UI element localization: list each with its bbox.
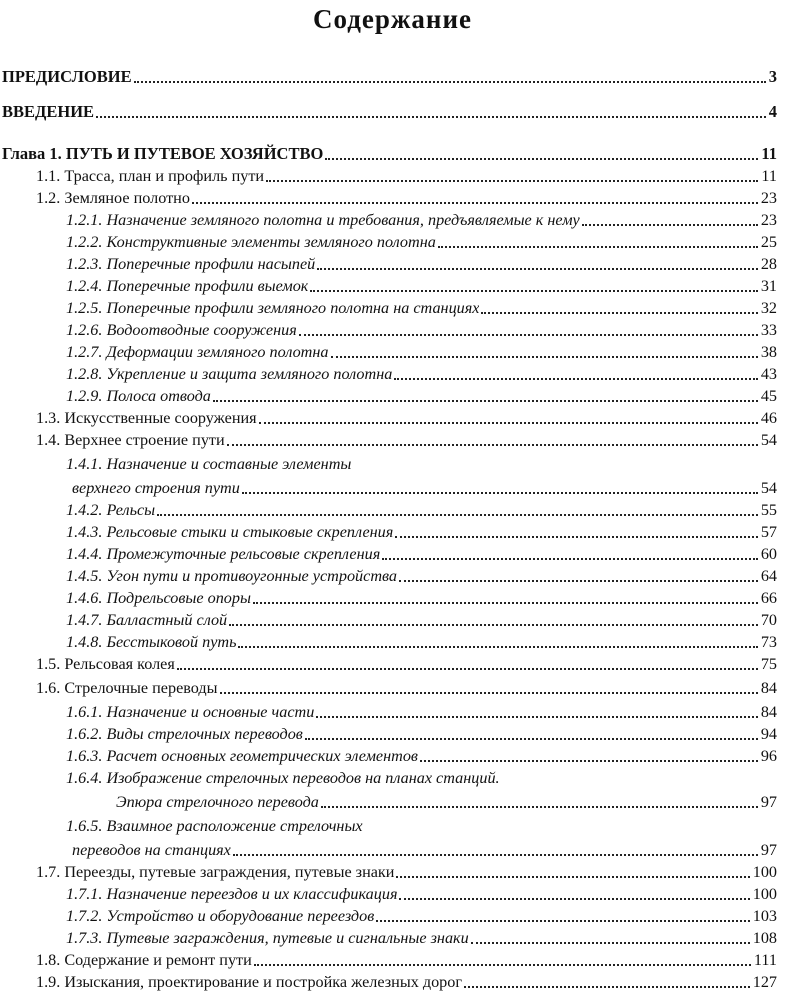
toc-entry-page: 108 [752,929,777,947]
toc-entry-label: 1.4.3. Рельсовые стыки и стыковые скрепления [66,523,394,541]
toc-entry[interactable] [0,521,777,543]
dot-leader [331,355,758,358]
toc-entry-page: 84 [760,703,777,721]
toc-entry-label: ВВЕДЕНИЕ [2,102,95,121]
toc-entry-page: 97 [760,793,777,811]
dot-leader [157,513,758,516]
toc-entry-label: 1.6.1. Назначение и основные части [66,703,315,721]
toc-entry-label: 1.7.1. Назначение переездов и их классификация [66,885,398,903]
toc-entry[interactable] [0,971,777,993]
dot-leader [220,691,758,694]
toc-entry[interactable] [0,543,777,565]
toc-entry[interactable] [0,477,777,499]
toc-entry-label: 1.6.5. Взаимное расположение стрелочных [66,817,363,835]
toc-entry[interactable] [0,165,777,187]
dot-leader [233,853,758,856]
toc-entry-page: 3 [768,67,777,86]
dot-leader [96,115,766,118]
dot-leader [177,667,758,670]
dot-leader [438,245,758,248]
toc-entry-page: 38 [760,343,777,361]
toc-entry[interactable] [0,701,777,723]
toc-entry-page: 28 [760,255,777,273]
dot-leader [266,179,758,182]
toc-entry-label: 1.4.8. Бесстыковой путь [66,633,237,651]
toc-entry[interactable] [0,927,777,949]
dot-leader [213,399,758,402]
dot-leader [464,985,750,988]
dot-leader [325,157,758,160]
toc-entry-page: 4 [768,102,777,121]
dot-leader [229,623,758,626]
toc-entry[interactable] [0,297,777,319]
toc-entry-label: 1.4. Верхнее строение пути [36,431,225,449]
dot-leader [254,963,751,966]
toc-entry-label: 1.2.8. Укрепление и защита земляного полотна [66,365,393,383]
toc-entry-page: 103 [752,907,777,925]
toc-entry-page: 96 [760,747,777,765]
toc-entry-page: 54 [760,431,777,449]
toc-entry[interactable] [0,143,777,165]
toc-entry-label: 1.6.4. Изображение стрелочных переводов на планах станций. [66,769,500,787]
toc-entry-page: 25 [760,233,777,251]
toc-entry-label: Глава 1. ПУТЬ И ПУТЕВОЕ ХОЗЯЙСТВО [2,144,324,163]
dot-leader [227,443,758,446]
toc-entry-label: 1.7. Переезды, путевые заграждения, путевые знаки [36,863,395,881]
toc-entry-label: 1.4.7. Балластный слой [66,611,228,629]
page-title: Содержание [312,4,473,34]
dot-leader [395,535,758,538]
toc-entry-page: 23 [760,189,777,207]
toc-entry-page: 75 [760,655,777,673]
toc-entry-page: 55 [760,501,777,519]
toc-entry[interactable] [0,949,777,971]
toc-entry-page: 64 [760,567,777,585]
toc-entry[interactable] [0,385,777,407]
toc-entry-page: 43 [760,365,777,383]
toc-entry-page: 54 [760,479,777,497]
toc-entry-label: 1.2.7. Деформации земляного полотна [66,343,329,361]
toc-entry[interactable] [0,341,777,363]
toc-entry[interactable] [0,231,777,253]
toc-entry-page: 33 [760,321,777,339]
toc-entry[interactable] [0,631,777,653]
dot-leader [582,223,758,226]
toc-entry-page: 11 [761,144,777,163]
toc-entry-label: 1.2.6. Водоотводные сооружения [66,321,297,339]
toc-entry-page: 45 [760,387,777,405]
toc-entry[interactable] [0,363,777,385]
toc-entry-label: 1.7.3. Путевые заграждения, путевые и сигнальные знаки [66,929,469,947]
dot-leader [394,377,757,380]
toc-entry-label: 1.4.5. Угон пути и противоугонные устройства [66,567,398,585]
toc-entry-label: 1.6.2. Виды стрелочных переводов [66,725,303,743]
toc-entry-page: 111 [753,951,777,969]
dot-leader [376,919,749,922]
toc-entry-label: 1.2.4. Поперечные профили выемок [66,277,309,295]
toc-entry-page: 127 [752,973,777,991]
toc-entry-label: ПРЕДИСЛОВИЕ [2,67,132,86]
toc-entry-page: 100 [752,863,777,881]
toc-entry[interactable] [0,66,777,88]
toc-entry-page: 57 [760,523,777,541]
toc-entry-label: 1.2.3. Поперечные профили насыпей [66,255,316,273]
toc-entry[interactable] [0,275,777,297]
dot-leader [253,601,758,604]
toc-entry-page: 23 [760,211,777,229]
toc-entry[interactable] [0,319,777,341]
toc-entry-page: 94 [760,725,777,743]
toc-entry[interactable] [0,723,777,745]
toc-entry-label: Эпюра стрелочного перевода [116,793,319,811]
toc-entry-label: 1.4.4. Промежуточные рельсовые скрепления [66,545,381,563]
dot-leader [399,579,758,582]
dot-leader [310,289,757,292]
dot-leader [396,875,749,878]
dot-leader [471,941,750,944]
dot-leader [134,80,766,83]
toc-entry-label: 1.4.6. Подрельсовые опоры [66,589,251,607]
toc-entry[interactable] [0,429,777,451]
dot-leader [305,737,758,740]
dot-leader [192,201,758,204]
toc-entry-page: 66 [760,589,777,607]
toc-entry[interactable] [0,609,777,631]
dot-leader [317,267,758,270]
toc-entry[interactable] [0,453,777,475]
dot-leader [238,645,757,648]
toc-entry-page: 100 [752,885,777,903]
dot-leader [399,897,749,900]
toc-entry[interactable] [0,839,777,861]
dot-leader [420,759,758,762]
dot-leader [481,311,757,314]
toc-entry-label: 1.9. Изыскания, проектирование и постройка железных дорог [36,973,462,991]
toc-entry-label: 1.2. Земляное полотно [36,189,190,207]
toc-entry[interactable] [0,883,777,905]
toc-entry-page: 97 [760,841,777,859]
toc-entry[interactable] [0,767,777,789]
toc-entry-page: 60 [760,545,777,563]
toc-entry[interactable] [0,187,777,209]
toc-entry[interactable] [0,861,777,883]
toc-entry[interactable] [0,209,777,231]
toc-entry[interactable] [0,677,777,699]
dot-leader [299,333,758,336]
toc-entry[interactable] [0,745,777,767]
toc-entry-label: 1.2.5. Поперечные профили земляного полотна на станциях [66,299,480,317]
toc-entry[interactable] [0,815,777,837]
toc-entry-label: 1.2.2. Конструктивные элементы земляного полотна [66,233,436,251]
toc-entry-label: верхнего строения пути [72,479,240,497]
toc-entry[interactable] [0,653,777,675]
toc-entry[interactable] [0,587,777,609]
toc-entry-page: 73 [760,633,777,651]
toc-entry-label: 1.4.1. Назначение и составные элементы [66,455,352,473]
toc-entry[interactable] [0,407,777,429]
toc-entry-label: 1.6.3. Расчет основных геометрических элементов [66,747,418,765]
toc-entry[interactable] [0,565,777,587]
toc-entry[interactable] [0,101,777,123]
toc-entry[interactable] [0,791,777,813]
dot-leader [242,491,758,494]
dot-leader [321,805,758,808]
toc-entry[interactable] [0,499,777,521]
toc-entry-page: 32 [760,299,777,317]
toc-entry-page: 31 [760,277,777,295]
toc-entry-label: 1.2.1. Назначение земляного полотна и требования, предъявляемые к нему [66,211,580,229]
toc-entry-label: 1.6. Стрелочные переводы [36,679,218,697]
toc-entry-label: 1.7.2. Устройство и оборудование переездов [66,907,375,925]
toc-entry-page: 84 [760,679,777,697]
toc-entry-label: 1.1. Трасса, план и профиль пути [36,167,265,185]
toc-entry-label: 1.8. Содержание и ремонт пути [36,951,252,969]
toc-entry-label: 1.2.9. Полоса отвода [66,387,211,405]
toc-entry-label: 1.5. Рельсовая колея [36,655,175,673]
dot-leader [259,421,758,424]
dot-leader [382,557,758,560]
toc-entry[interactable] [0,253,777,275]
toc-entry-page: 46 [760,409,777,427]
toc-entry[interactable] [0,905,777,927]
dot-leader [316,715,757,718]
toc-entry-label: переводов на станциях [72,841,231,859]
toc-entry-label: 1.3. Искусственные сооружения [36,409,257,427]
toc-entry-label: 1.4.2. Рельсы [66,501,156,519]
toc-entry-page: 70 [760,611,777,629]
toc-entry-page: 11 [761,167,777,185]
